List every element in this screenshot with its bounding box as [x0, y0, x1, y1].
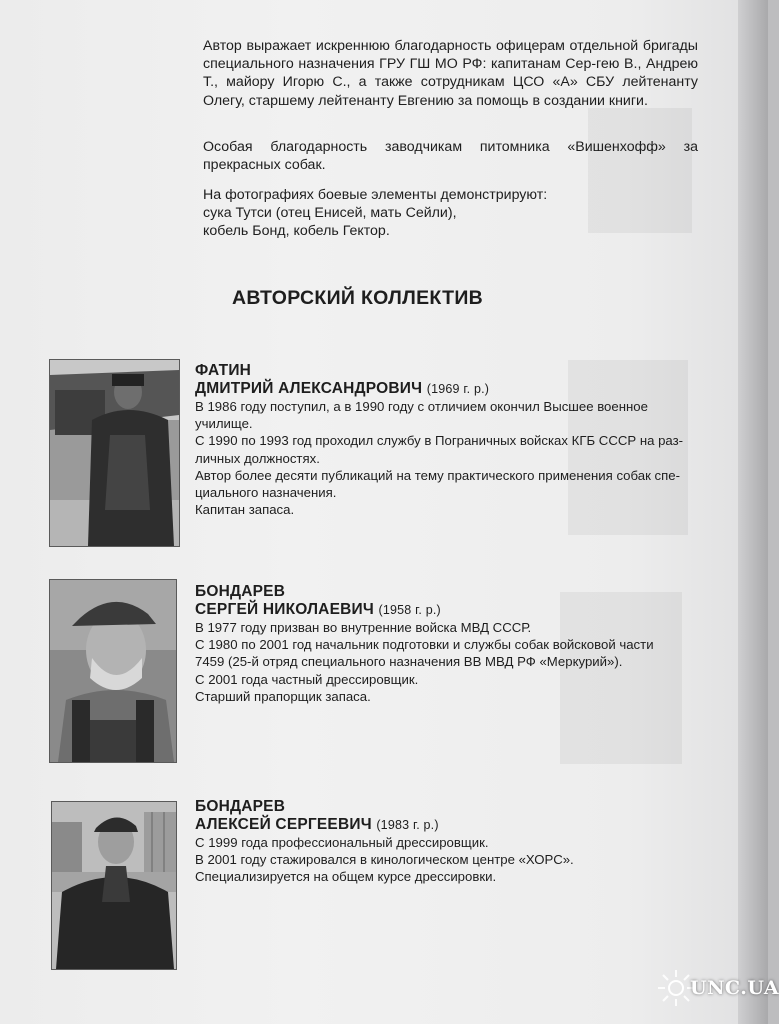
dogs-line: сука Тутси (отец Енисей, мать Сейли), — [203, 205, 457, 222]
acknowledgement-paragraph — [203, 37, 698, 110]
bio-line: училище. — [195, 416, 253, 432]
bio-line: личных должностях. — [195, 450, 320, 466]
author-given-names: СЕРГЕЙ НИКОЛАЕВИЧ — [195, 601, 374, 618]
bio-line: С 2001 года частный дрессировщик. — [195, 671, 419, 687]
author-birth-year: (1983 г. р.) — [376, 818, 439, 832]
acknowledgement-paragraph — [203, 138, 698, 174]
author-birth-year: (1958 г. р.) — [378, 603, 441, 617]
author-birth-year: (1969 г. р.) — [426, 382, 490, 396]
bio-line: В 1986 году поступил, а в 1990 году с отличием окончил Высшее военное — [195, 399, 648, 414]
bio-line: В 2001 году стажировался в кинологическом центре «ХОРС». — [195, 852, 574, 868]
bio-line: В 1977 году призван во внутренние войска МВД СССР. — [195, 620, 532, 635]
bio-line: Старший прапорщик запаса. — [195, 688, 371, 704]
bio-line: Автор более десяти публикаций на тему практического применения собак спе- — [195, 467, 680, 483]
bio-line: Капитан запаса. — [195, 502, 295, 518]
author-photo-sergey-bondarev — [50, 580, 176, 762]
bio-line: циального назначения. — [195, 485, 337, 501]
acknowledgement-text: Особая благодарность заводчикам питомника «Вишенхофф» за прекрасных собак. — [203, 139, 698, 174]
bio-line: Специализируется на общем курсе дрессировки. — [195, 869, 497, 885]
author-surname: БОНДАРЕВ — [195, 798, 286, 815]
author-bio-sergey-bondarev — [195, 583, 705, 705]
author-name — [195, 601, 705, 619]
bio-line: С 1980 по 2001 год начальник подготовки и службы собак войсковой части — [195, 637, 654, 653]
site-watermark — [656, 966, 779, 1012]
author-name — [195, 816, 705, 834]
author-bio-aleksey-bondarev — [195, 798, 705, 886]
author-name — [195, 380, 705, 398]
bio-line: С 1999 года профессиональный дрессировщик. — [195, 835, 489, 850]
page-edge-shadow — [738, 0, 768, 1024]
section-heading: АВТОРСКИЙ КОЛЛЕКТИВ — [232, 287, 484, 309]
bio-line: 7459 (25-й отряд специального назначения ВВ МВД РФ «Меркурий»). — [195, 654, 623, 670]
bio-line: С 1990 по 1993 год проходил службу в Пограничных войсках КГБ СССР на раз- — [195, 433, 684, 449]
author-surname: БОНДАРЕВ — [195, 583, 286, 600]
author-bio-fatin — [195, 362, 705, 518]
dogs-line: кобель Бонд, кобель Гектор. — [203, 223, 390, 240]
photo-credits-intro: На фотографиях боевые элементы демонстрируют: — [203, 187, 548, 203]
author-photo-aleksey-bondarev — [52, 802, 176, 969]
author-surname: ФАТИН — [195, 362, 252, 379]
author-given-names: ДМИТРИЙ АЛЕКСАНДРОВИЧ — [195, 380, 423, 397]
acknowledgement-text: Автор выражает искреннюю благодарность офицерам отдельной бригады специального назначения ГРУ ГШ МО РФ: капитанам Сер-гею В., Андрею Т., майору Игорю С., а также сотрудникам ЦСО «А» СБУ лейтенанту Олегу, старшему лейтенанту Евгению за помощь в создании книги. — [203, 38, 698, 109]
watermark-text: UNC.UA — [690, 977, 779, 999]
author-given-names: АЛЕКСЕЙ СЕРГЕЕВИЧ — [195, 816, 372, 833]
author-photo-fatin — [50, 360, 179, 546]
photo-credits-paragraph — [203, 186, 698, 241]
